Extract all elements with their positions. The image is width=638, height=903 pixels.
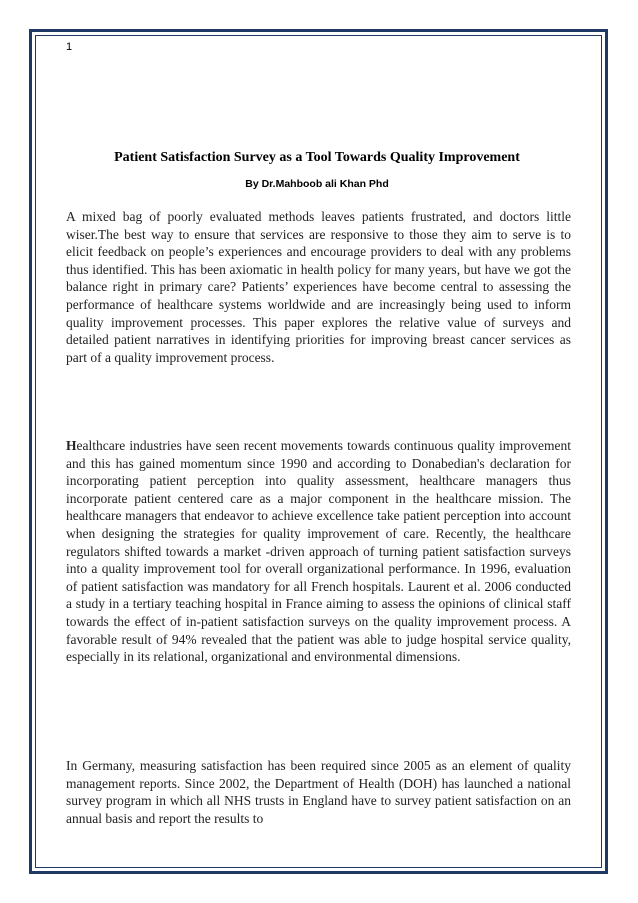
page-number: 1 — [66, 41, 73, 53]
abstract-paragraph: A mixed bag of poorly evaluated methods leaves patients frustrated, and doctors little wiser.The best way to ensure that services are responsive to those they aim to serve is to elicit feedback on people’s experiences and encourage providers to deal with any problems thus identified. This has been axiomatic in health policy for many years, but have we got the balance right in primary care? Patients’ experiences have become central to assessing the performance of healthcare systems worldwide and are increasingly being used to inform quality improvement processes. This paper explores the relative value of surveys and detailed patient narratives in identifying priorities for improving breast cancer services as part of a quality improvement process. — [66, 209, 571, 365]
body-paragraph-healthcare — [66, 437, 571, 666]
body-paragraph-germany: In Germany, measuring satisfaction has been required since 2005 as an element of quality management reports. Since 2002, the Department of Health (DOH) has launched a national survey program in which all NHS trusts in England have to survey patient satisfaction on an annual basis and report the results to — [66, 758, 571, 826]
document-title: Patient Satisfaction Survey as a Tool Towards Quality Improvement — [114, 150, 520, 165]
paragraph-text: ealthcare industries have seen recent movements towards continuous quality improvement and this has gained momentum since 1990 and according to Donabedian's declaration for incorporating patient perception into quality assessment, healthcare managers thus incorporate patient centered care as a major component in the healthcare mission. The healthcare managers that endeavor to achieve excellence take patient perception into account when designing the strategies for quality improvement of care. Recently, the healthcare regulators shifted towards a market -driven approach of turning patient satisfaction surveys into a quality improvement tool for overall organizational performance. In 1996, evaluation of patient satisfaction was mandatory for all French hospitals. Laurent et al. 2006 conducted a study in a tertiary teaching hospital in France aiming to assess the opinions of clinical staff towards the effect of in-patient satisfaction surveys on the quality improvement process. A favorable result of 94% revealed that the patient was able to judge hospital service quality, especially in its relational, organizational and environmental dimensions. — [66, 438, 571, 665]
document-author: By Dr.Mahboob ali Khan Phd — [245, 178, 389, 190]
paragraph-initial-letter: H — [66, 438, 77, 453]
